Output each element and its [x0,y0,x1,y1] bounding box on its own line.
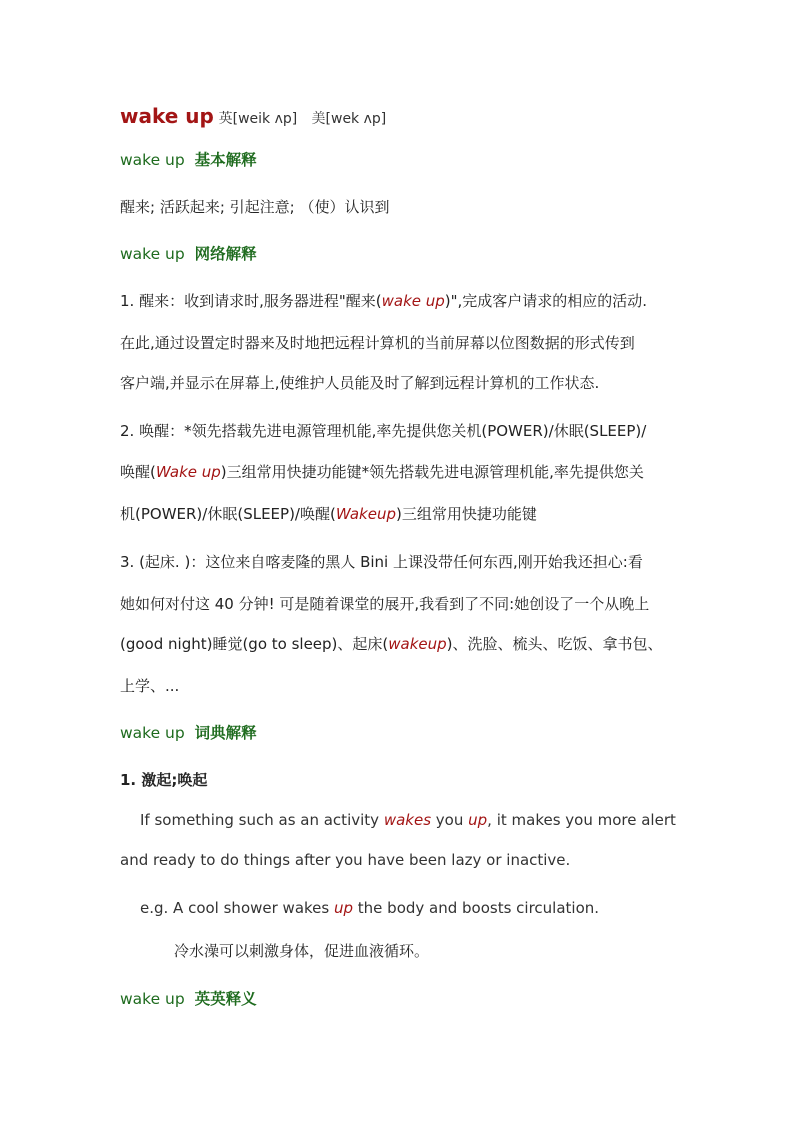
text: 唤醒( [120,463,156,481]
text: , it makes you more alert [487,811,676,829]
web-def-2-line-2 [120,461,644,482]
section-title: 英英释义 [194,990,257,1008]
text: the body and boosts circulation. [353,899,600,917]
headword: wake up [120,104,214,128]
web-def-3-line-2: 她如何对付这 40 分钟! 可是随着课堂的展开,我看到了不同:她创设了一个从晚上 [120,595,650,613]
dict-sense-title: 1. 激起;唤起 [120,771,208,789]
dict-en-def-line-2: and ready to do things after you have been lazy or inactive. [120,851,571,869]
word-header [120,104,386,128]
us-label: 美 [311,111,326,127]
text: )三组常用快捷功能键*领先搭载先进电源管理机能,率先提供您关 [220,463,644,481]
section-word: wake up [120,151,185,169]
highlight-term: wakeup [388,635,447,653]
text: (good night)睡觉(go to sleep)、起床( [120,635,389,653]
dict-en-def-line-1 [140,811,676,829]
highlight-term: Wake up [155,463,221,481]
section-word: wake up [120,990,185,1008]
highlight-term: wakes [383,811,432,829]
section-basic-heading [120,148,257,170]
highlight-term: Wakeup [335,505,396,523]
web-def-3-line-1: 3. (起床. )：这位来自喀麦隆的黑人 Bini 上课没带任何东西,刚开始我还担心:看 [120,553,643,571]
text: )",完成客户请求的相应的活动. [444,292,648,310]
text: )三组常用快捷功能键 [396,505,537,523]
section-dict-heading [120,721,257,743]
section-title: 网络解释 [194,245,257,263]
uk-label: 英 [218,111,233,127]
section-enen-heading [120,987,257,1009]
highlight-term: wake up [381,292,445,310]
text: you [431,811,469,829]
highlight-term: up [468,811,488,829]
text: 1. 醒来：收到请求时,服务器进程"醒来( [120,292,382,310]
text: )、洗脸、梳头、吃饭、拿书包、 [446,635,663,653]
text: e.g. A cool shower wakes [140,899,334,917]
web-def-1-line-2: 在此,通过设置定时器来及时地把远程计算机的当前屏幕以位图数据的形式传到 [120,334,635,352]
web-def-2-line-3 [120,503,537,524]
web-def-1-line-3: 客户端,并显示在屏幕上,使维护人员能及时了解到远程计算机的工作状态. [120,374,600,392]
web-def-3-line-3 [120,633,663,654]
highlight-term: up [333,899,354,917]
section-word: wake up [120,724,185,742]
section-word: wake up [120,245,185,263]
section-title: 基本解释 [194,151,257,169]
example-sentence [140,899,599,917]
section-title: 词典解释 [194,724,257,742]
section-web-heading [120,242,257,264]
example-translation: 冷水澡可以刺激身体，促进血液循环。 [174,942,430,960]
text: If something such as an activity [140,811,384,829]
uk-phonetic: [weik ʌp] [232,111,298,127]
text: 机(POWER)/休眠(SLEEP)/唤醒( [120,505,336,523]
web-def-2-line-1: 2. 唤醒：*领先搭载先进电源管理机能,率先提供您关机(POWER)/休眠(SLEEP)/ [120,422,647,440]
us-phonetic: [wek ʌp] [325,111,387,127]
basic-definition: 醒来; 活跃起来; 引起注意; （使）认识到 [120,198,390,216]
web-def-1-line-1 [120,290,647,311]
web-def-3-line-4: 上学、... [120,677,180,695]
